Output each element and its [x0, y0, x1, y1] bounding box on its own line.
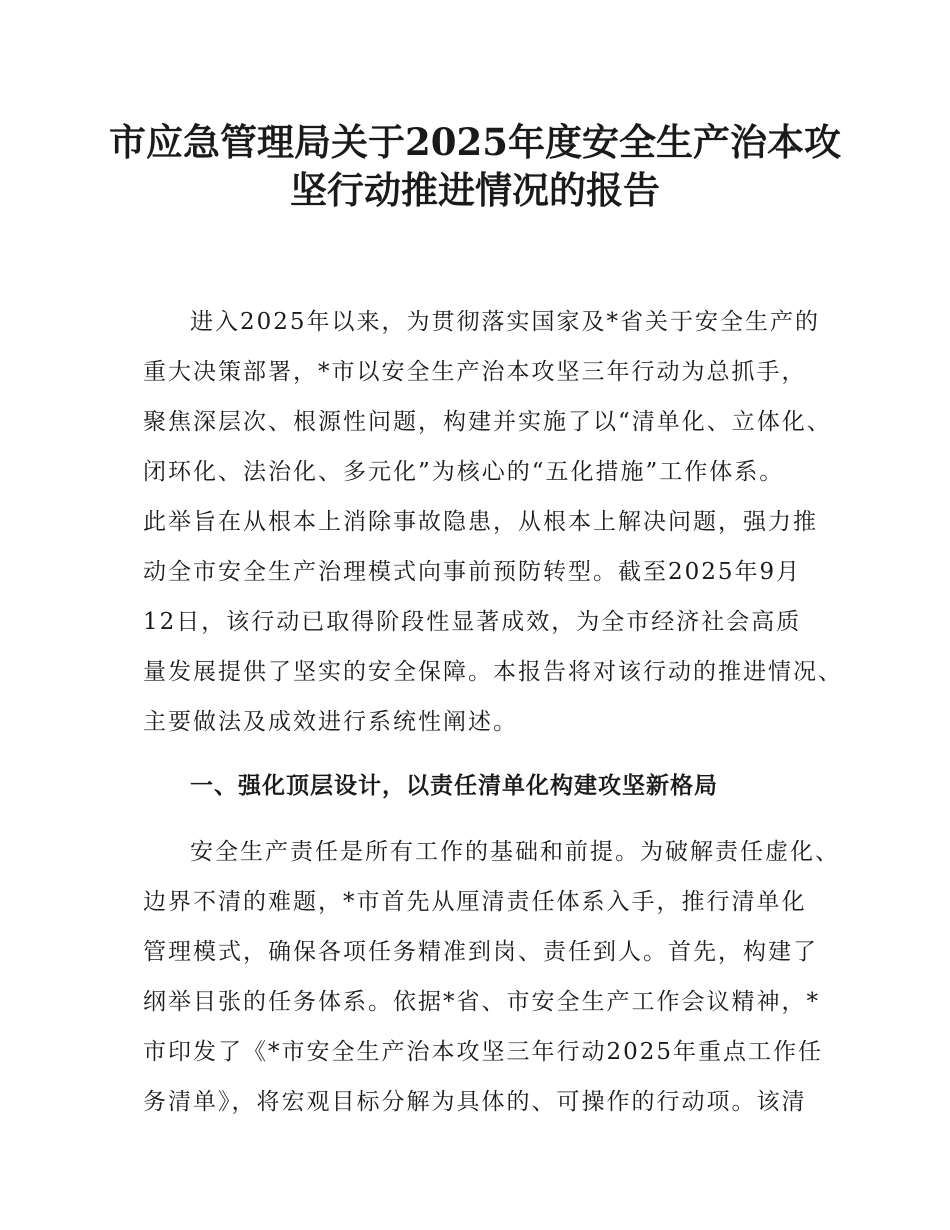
- paragraph-1-line: 量发展提供了坚实的安全保障。本报告将对该行动的推进情况、: [143, 659, 843, 685]
- paragraph-2-line: 务清单》，将宏观目标分解为具体的、可操作的行动项。该清: [143, 1089, 807, 1115]
- paragraph-1-line: 主要做法及成效进行系统性阐述。: [143, 709, 518, 735]
- document-title-line-2: 坚行动推进情况的报告: [290, 168, 660, 212]
- paragraph-1-line: 闭环化、法治化、多元化”为核心的“五化措施”工作体系。: [143, 459, 785, 485]
- paragraph-2-line: 安全生产责任是所有工作的基础和前提。为破解责任虚化、: [190, 839, 840, 865]
- paragraph-1-line: 此举旨在从根本上消除事故隐患，从根本上解决问题，强力推: [143, 509, 818, 535]
- paragraph-1-line: 动全市安全生产治理模式向事前预防转型。截至2025年9月: [143, 559, 802, 585]
- section-1-heading: 一、强化顶层设计，以责任清单化构建攻坚新格局: [190, 773, 718, 799]
- paragraph-1-line: 聚焦深层次、根源性问题，构建并实施了以“清单化、立体化、: [143, 409, 832, 435]
- paragraph-1-line: 进入2025年以来，为贯彻落实国家及*省关于安全生产的: [190, 309, 821, 335]
- paragraph-2-line: 市印发了《*市安全生产治本攻坚三年行动2025年重点工作任: [143, 1039, 824, 1065]
- paragraph-2-line: 边界不清的难题，*市首先从厘清责任体系入手，推行清单化: [143, 889, 807, 915]
- document-title-line-1: 市应急管理局关于2025年度安全生产治本攻: [109, 120, 841, 164]
- paragraph-1-line: 重大决策部署，*市以安全生产治本攻坚三年行动为总抓手，: [143, 359, 807, 385]
- paragraph-2-line: 管理模式，确保各项任务精准到岗、责任到人。首先，构建了: [143, 939, 818, 965]
- paragraph-1-line: 12日，该行动已取得阶段性显著成效，为全市经济社会高质: [143, 609, 802, 635]
- paragraph-2-line: 纲举目张的任务体系。依据*省、市安全生产工作会议精神，*: [143, 989, 820, 1015]
